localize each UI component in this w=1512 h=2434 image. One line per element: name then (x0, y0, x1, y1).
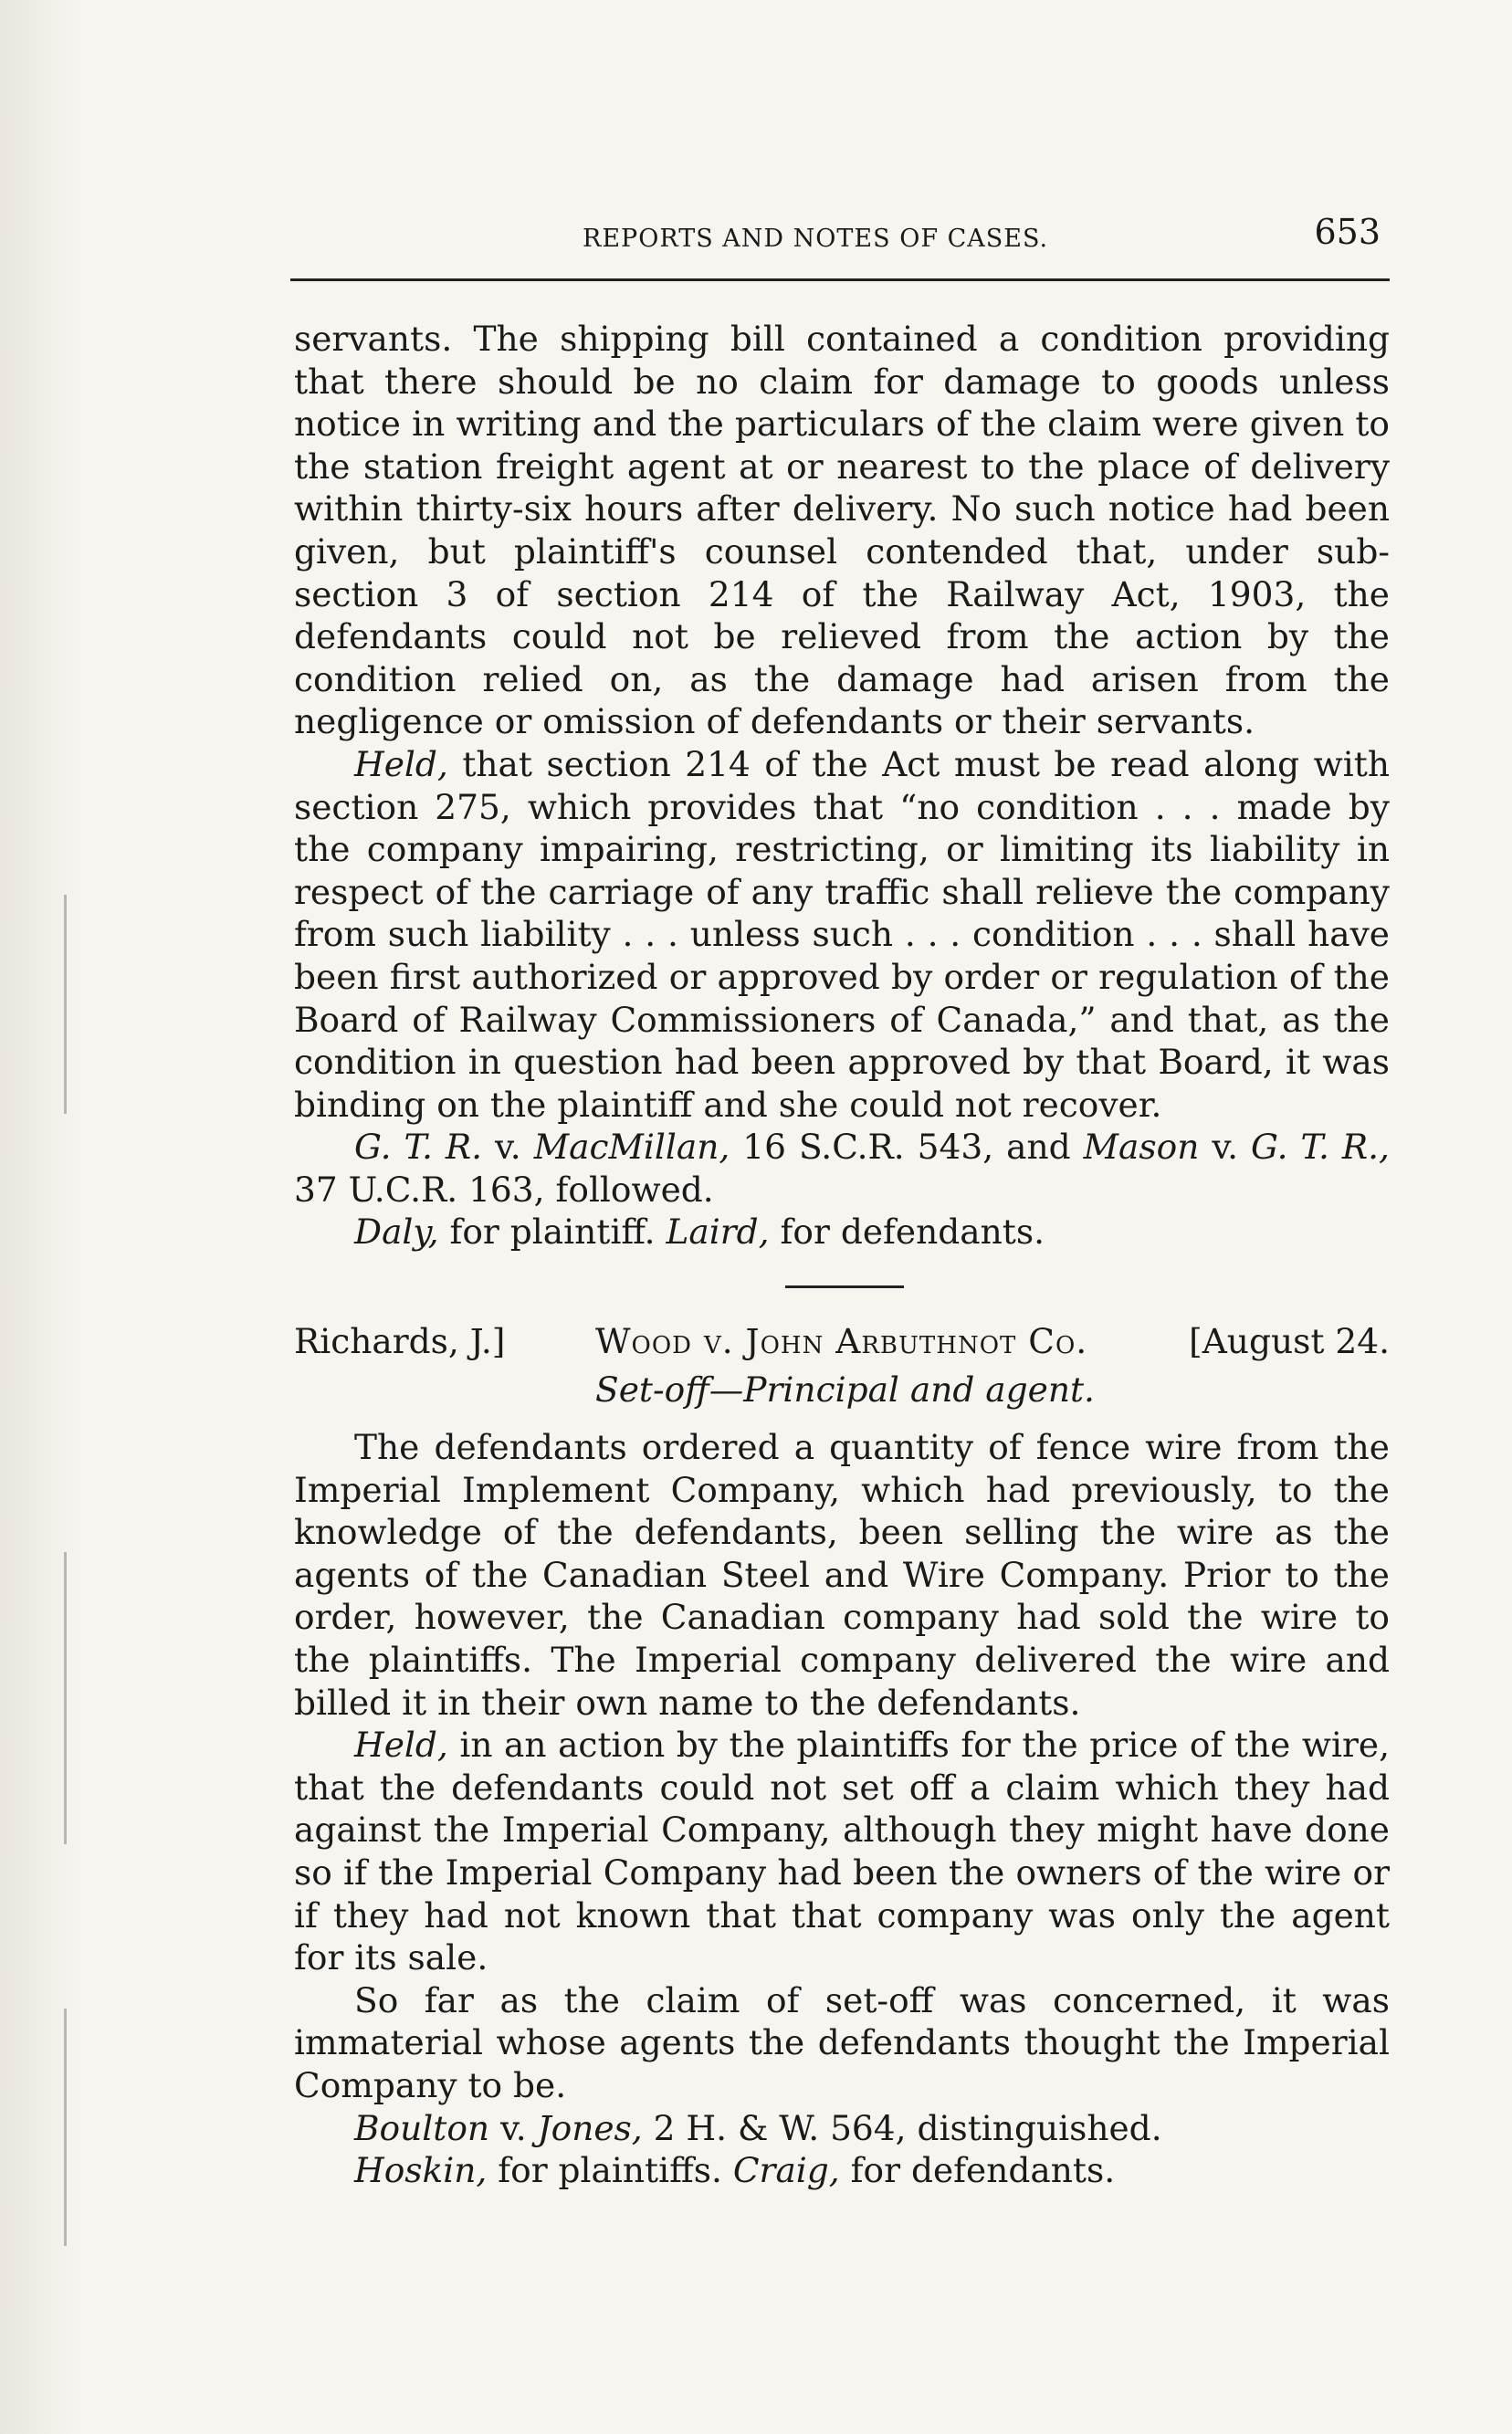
citation-text: 2 H. & W. 564, distinguished. (642, 2107, 1162, 2148)
counsel-role: for plaintiffs. (487, 2150, 733, 2191)
held-text: that section 214 of the Act must be read along with section 275, which provides that “no condition . . . made by the company impairing, restricting, or limiting its liability in respect of the carriage of any traffic shall relieve the company from such liability . . . unless such . . . condition . . . shall have been first authorized or approved by order or regulation of the Board of Railway Commissioners of Canada,” and that, as the condition in question had been approved by that Board, it was binding on the plaintiff and she could not recover. (294, 743, 1390, 1125)
counsel-name: Hoskin, (354, 2150, 488, 2191)
case-1-counsel (294, 1211, 1390, 1254)
page-number: 653 (1314, 212, 1381, 252)
counsel-role: for defendants. (769, 1212, 1045, 1253)
citation-party: Jones, (537, 2107, 643, 2148)
counsel-name: Craig, (732, 2150, 840, 2191)
binding-mark (64, 2009, 67, 2246)
held-label: Held, (354, 1725, 448, 1766)
case-date: [August 24. (1189, 1321, 1390, 1361)
citation-versus: v. (1199, 1127, 1251, 1168)
citation-party: MacMillan, (533, 1127, 730, 1168)
citation-versus: v. (482, 1127, 534, 1168)
counsel-name: Laird, (666, 1212, 770, 1253)
citation-party: G. T. R. (354, 1127, 483, 1168)
header-rule (290, 278, 1390, 281)
case-1-paragraph-facts: servants. The shipping bill contained a condition providing that there should be no claim for damage to goods unless notice in writing and the particulars of the claim were given to the station freight agent at or nearest to the place of delivery within thirty-six hours after delivery. No such notice had been given, but plaintiff's counsel contended that, under sub-section 3 of section 214 of the Railway Act, 1903, the defendants could not be relieved from the action by the condition relied on, as the damage had arisen from the negligence or omission of defendants or their servants. (294, 319, 1390, 742)
citation-party: Boulton (354, 2107, 490, 2148)
page-margin-shadow (0, 0, 82, 2434)
citation-text: 16 S.C.R. 543, and (730, 1127, 1084, 1168)
binding-mark (64, 895, 67, 1114)
case-2-paragraph-setoff: So far as the claim of set-off was concerned, it was immaterial whose agents the defendants thought the Imperial Company to be. (294, 1979, 1390, 2105)
case-1-paragraph-held (294, 743, 1390, 1126)
case-2-heading (294, 1320, 1390, 1362)
case-2-citation (294, 2107, 1390, 2150)
page-header (290, 212, 1390, 257)
case-1-citation (294, 1126, 1390, 1211)
counsel-role: for plaintiff. (438, 1212, 667, 1253)
citation-text: 37 U.C.R. 163, followed. (294, 1169, 714, 1210)
citation-versus: v. (489, 2107, 538, 2148)
citation-party: Mason (1083, 1127, 1200, 1168)
case-2-counsel (294, 2149, 1390, 2192)
case-1-text (294, 318, 1390, 1254)
case-2-text (294, 1426, 1390, 2192)
citation-party: G. T. R., (1250, 1127, 1390, 1168)
case-separator-rule (785, 1285, 904, 1288)
binding-mark (64, 1552, 67, 1844)
case-2-paragraph-facts: The defendants ordered a quantity of fence wire from the Imperial Implement Company, which had previously, to the knowledge of the defendants, been selling the wire as the agents of the Canadian Steel and Wire Company. Prior to the order, however, the Canadian company had sold the wire to the plaintiffs. The Imperial company delivered the wire and billed it in their own name to the defendants. (294, 1427, 1390, 1723)
running-head: REPORTS AND NOTES OF CASES. (583, 225, 1049, 253)
case-topic: Set-off—Principal and agent. (595, 1369, 1095, 1410)
case-judge: Richards, J.] (294, 1321, 506, 1361)
counsel-name: Daly, (354, 1212, 439, 1253)
case-2-paragraph-held (294, 1724, 1390, 1979)
held-text: in an action by the plaintiffs for the price of the wire, that the defendants could not set off a claim which they had against the Imperial Company, although they might have done so if the Imperial Company had been the owners of the wire or if they had not known that that company was only the agent for its sale. (294, 1725, 1390, 1978)
held-label: Held, (354, 743, 448, 784)
case-title: Wood v. John Arbuthnot Co. (595, 1321, 1088, 1361)
counsel-role: for defendants. (839, 2150, 1116, 2191)
